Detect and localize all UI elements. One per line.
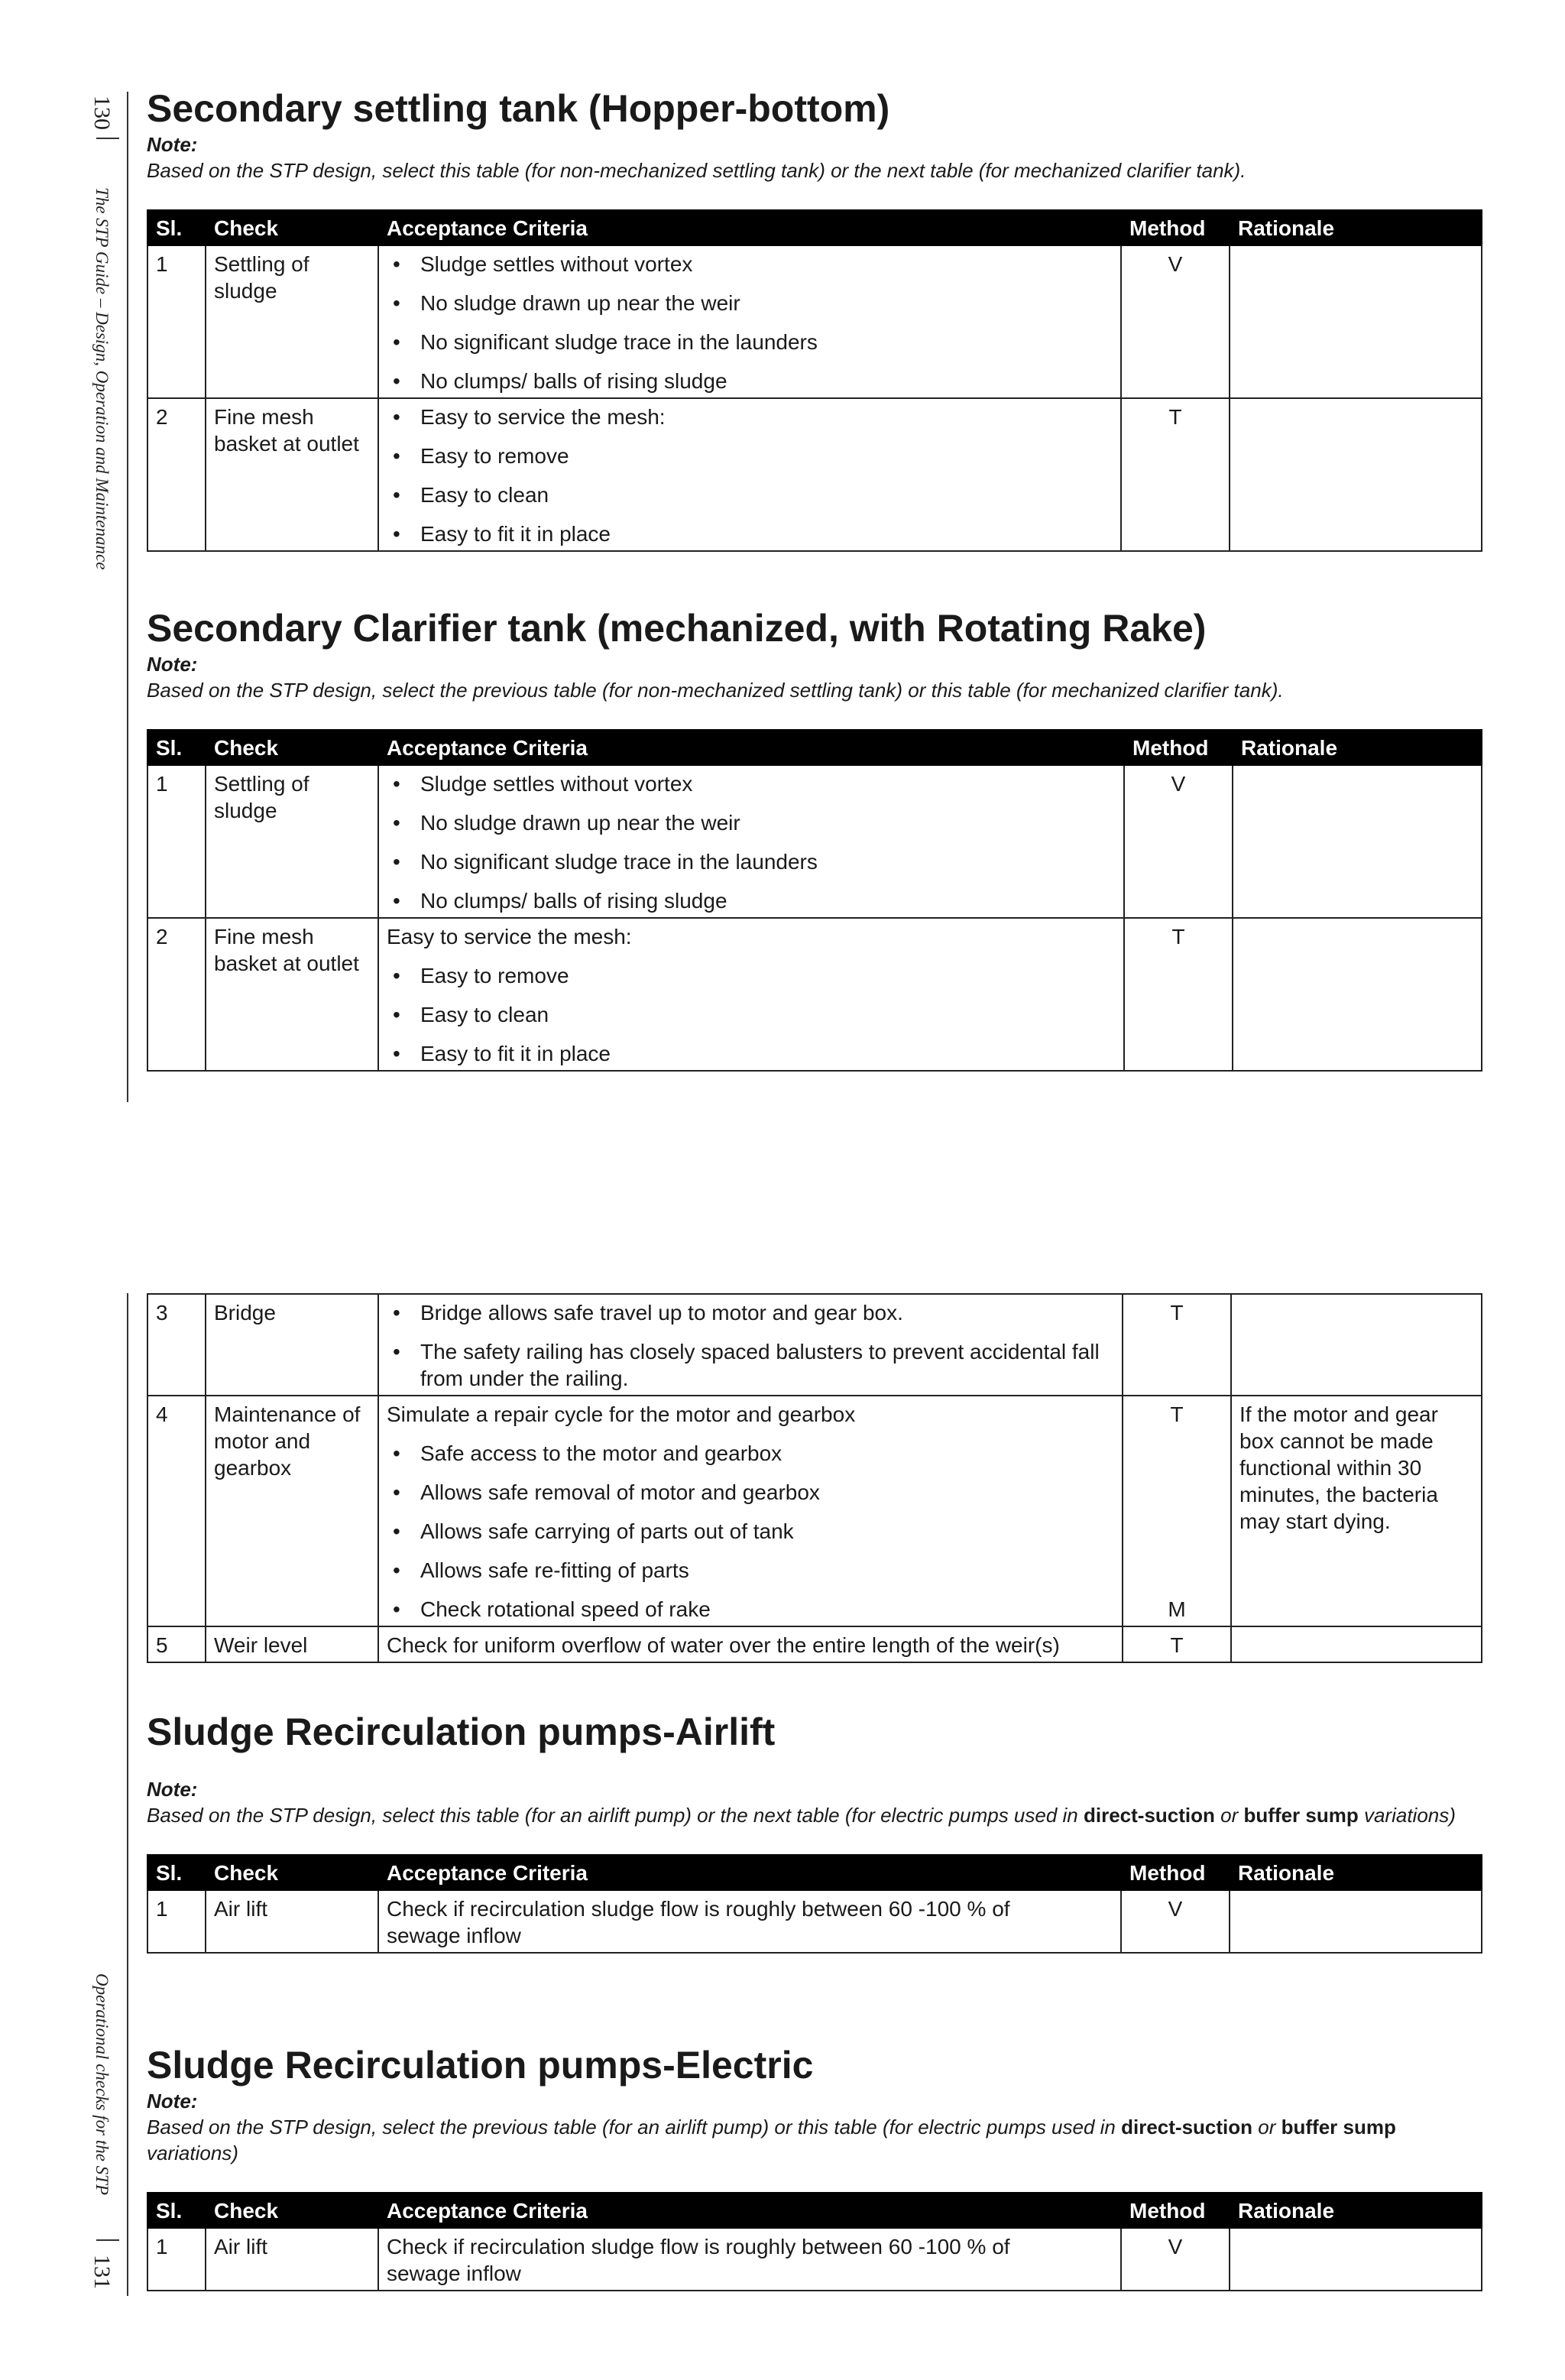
method-value: T	[1170, 1402, 1184, 1426]
cell-sl: 3	[147, 1294, 206, 1396]
cell-method: T	[1124, 918, 1233, 1071]
table-row	[147, 245, 1482, 398]
cell-check: Bridge	[206, 1294, 378, 1396]
cell-method: V	[1121, 245, 1230, 398]
cell-rationale	[1230, 2228, 1482, 2291]
side-rule-bottom	[127, 1293, 128, 2296]
cell-criteria	[378, 398, 1121, 551]
section-clarifier	[147, 605, 1481, 1072]
note-label: Note:	[147, 133, 198, 156]
running-title-bottom: Operational checks for the STP	[92, 1973, 112, 2196]
cell-method: T	[1123, 1626, 1231, 1662]
list-item: • No sludge drawn up near the weir	[387, 809, 1116, 836]
header-sl: Sl.	[147, 1855, 206, 1890]
header-method: Method	[1124, 730, 1233, 765]
cell-rationale	[1230, 398, 1482, 551]
header-method: Method	[1121, 1855, 1230, 1890]
page-number-bottom: 131	[89, 2255, 115, 2289]
cell-check: Maintenance of motor and gearbox	[206, 1396, 378, 1626]
header-sl: Sl.	[147, 210, 206, 245]
list-item: • Easy to service the mesh:	[387, 404, 1113, 430]
cell-rationale	[1231, 1294, 1482, 1396]
cell-rationale	[1230, 1890, 1482, 1953]
header-method: Method	[1121, 2193, 1230, 2228]
cell-sl: 2	[147, 918, 206, 1071]
section-airlift	[147, 1709, 1481, 1954]
header-criteria: Acceptance Criteria	[378, 1855, 1121, 1890]
table-row	[147, 1890, 1482, 1953]
list-item: • Sludge settles without vortex	[387, 251, 1113, 277]
list-item: • Easy to remove	[387, 962, 1116, 989]
cell-criteria	[378, 765, 1124, 918]
list-item: • No clumps/ balls of rising sludge	[387, 368, 1113, 394]
header-rationale: Rationale	[1230, 210, 1482, 245]
table-row	[147, 765, 1482, 918]
page-number-top: 130	[89, 96, 115, 130]
cell-check: Fine mesh basket at outlet	[206, 918, 378, 1071]
section-clarifier-continued	[147, 1293, 1481, 1663]
list-item: • Check rotational speed of rake	[387, 1596, 1114, 1623]
section-title: Sludge Recirculation pumps-Airlift	[147, 1710, 776, 1753]
cell-check: Settling of sludge	[206, 765, 378, 918]
cell-rationale: If the motor and gear box cannot be made functional within 30 minutes, the bacteria may start dying.	[1231, 1396, 1482, 1626]
electric-table	[147, 2192, 1482, 2291]
list-item: • Easy to fit it in place	[387, 1040, 1116, 1067]
note-label: Note:	[147, 2090, 198, 2112]
header-criteria: Acceptance Criteria	[378, 730, 1124, 765]
side-separator-bottom	[96, 2239, 119, 2241]
cell-sl: 4	[147, 1396, 206, 1626]
table-row	[147, 1396, 1482, 1626]
list-item: • Allows safe re-fitting of parts	[387, 1557, 1114, 1584]
list-item: • Easy to clean	[387, 482, 1113, 508]
section-hopper	[147, 86, 1481, 552]
cell-check: Fine mesh basket at outlet	[206, 398, 378, 551]
note-text: Based on the STP design, select the previous table (for non-mechanized settling tank) or this table (for mechanized clarifier tank).	[147, 679, 1284, 702]
cell-sl: 2	[147, 398, 206, 551]
cell-check: Air lift	[206, 2228, 378, 2291]
note-text: Based on the STP design, select this table (for an airlift pump) or the next table (for electric pumps used in direct-suction or buffer sump variations)	[147, 1804, 1456, 1827]
header-check: Check	[206, 210, 378, 245]
cell-method: V	[1121, 2228, 1230, 2291]
cell-criteria	[378, 1396, 1123, 1626]
header-rationale: Rationale	[1230, 2193, 1482, 2228]
note-label: Note:	[147, 653, 198, 676]
list-item: • Easy to clean	[387, 1001, 1116, 1028]
list-item: • Sludge settles without vortex	[387, 770, 1116, 797]
cell-criteria	[378, 1294, 1123, 1396]
cell-rationale	[1231, 1626, 1482, 1662]
cell-rationale	[1233, 918, 1482, 1071]
criteria-lead: Easy to service the mesh:	[387, 925, 632, 948]
list-item: • No significant sludge trace in the launders	[387, 848, 1116, 875]
cell-sl: 1	[147, 2228, 206, 2291]
side-rule-top	[127, 92, 128, 1102]
header-check: Check	[206, 730, 378, 765]
table-row	[147, 1626, 1482, 1662]
cell-method: T	[1123, 1294, 1231, 1396]
table-row	[147, 398, 1482, 551]
section-title: Secondary Clarifier tank (mechanized, with Rotating Rake)	[147, 607, 1207, 650]
cell-sl: 1	[147, 1890, 206, 1953]
note-text: Based on the STP design, select the previous table (for an airlift pump) or this table (for electric pumps used in direct-suction or buffer sump variations)	[147, 2116, 1396, 2164]
cell-sl: 5	[147, 1626, 206, 1662]
list-item: • No sludge drawn up near the weir	[387, 290, 1113, 316]
header-check: Check	[206, 1855, 378, 1890]
list-item: • Bridge allows safe travel up to motor and gear box.	[387, 1299, 1114, 1326]
header-check: Check	[206, 2193, 378, 2228]
header-rationale: Rationale	[1233, 730, 1482, 765]
table-row	[147, 1294, 1482, 1396]
header-method: Method	[1121, 210, 1230, 245]
cell-check: Weir level	[206, 1626, 378, 1662]
method-value-secondary: M	[1168, 1597, 1186, 1621]
header-rationale: Rationale	[1230, 1855, 1482, 1890]
criteria-lead: Simulate a repair cycle for the motor and gearbox	[387, 1402, 856, 1426]
cell-rationale	[1233, 765, 1482, 918]
cell-rationale	[1230, 245, 1482, 398]
list-item: • Easy to remove	[387, 443, 1113, 469]
section-title: Sludge Recirculation pumps-Electric	[147, 2044, 814, 2087]
section-electric	[147, 2042, 1481, 2291]
cell-check: Air lift	[206, 1890, 378, 1953]
list-item: • Safe access to the motor and gearbox	[387, 1440, 1114, 1467]
note-text: Based on the STP design, select this table (for non-mechanized settling tank) or the next table (for mechanized clarifier tank).	[147, 159, 1246, 182]
cell-method: V	[1121, 1890, 1230, 1953]
list-item: • Allows safe removal of motor and gearbox	[387, 1479, 1114, 1506]
cell-method	[1123, 1396, 1231, 1626]
list-item: • The safety railing has closely spaced balusters to prevent accidental fall from under the railing.	[387, 1338, 1114, 1392]
hopper-table	[147, 209, 1482, 552]
header-sl: Sl.	[147, 730, 206, 765]
list-item: • Allows safe carrying of parts out of tank	[387, 1518, 1114, 1545]
cell-criteria: Check if recirculation sludge flow is roughly between 60 -100 % of sewage inflow	[378, 1890, 1121, 1953]
cell-check: Settling of sludge	[206, 245, 378, 398]
list-item: • No significant sludge trace in the launders	[387, 329, 1113, 355]
header-criteria: Acceptance Criteria	[378, 210, 1121, 245]
side-separator-top	[96, 138, 119, 139]
note-label: Note:	[147, 1778, 198, 1801]
clarifier-table	[147, 729, 1482, 1072]
clarifier-table-continued	[147, 1293, 1482, 1663]
list-item: • Easy to fit it in place	[387, 520, 1113, 547]
running-title-top: The STP Guide – Design, Operation and Maintenance	[92, 187, 112, 570]
cell-sl: 1	[147, 765, 206, 918]
table-row	[147, 2228, 1482, 2291]
list-item: • No clumps/ balls of rising sludge	[387, 887, 1116, 914]
cell-method: T	[1121, 398, 1230, 551]
header-criteria: Acceptance Criteria	[378, 2193, 1121, 2228]
cell-criteria: Check for uniform overflow of water over the entire length of the weir(s)	[378, 1626, 1123, 1662]
table-row	[147, 918, 1482, 1071]
airlift-table	[147, 1854, 1482, 1954]
cell-criteria	[378, 918, 1124, 1071]
section-title: Secondary settling tank (Hopper-bottom)	[147, 87, 890, 130]
cell-criteria: Check if recirculation sludge flow is roughly between 60 -100 % of sewage inflow	[378, 2228, 1121, 2291]
cell-method: V	[1124, 765, 1233, 918]
cell-criteria	[378, 245, 1121, 398]
cell-sl: 1	[147, 245, 206, 398]
header-sl: Sl.	[147, 2193, 206, 2228]
